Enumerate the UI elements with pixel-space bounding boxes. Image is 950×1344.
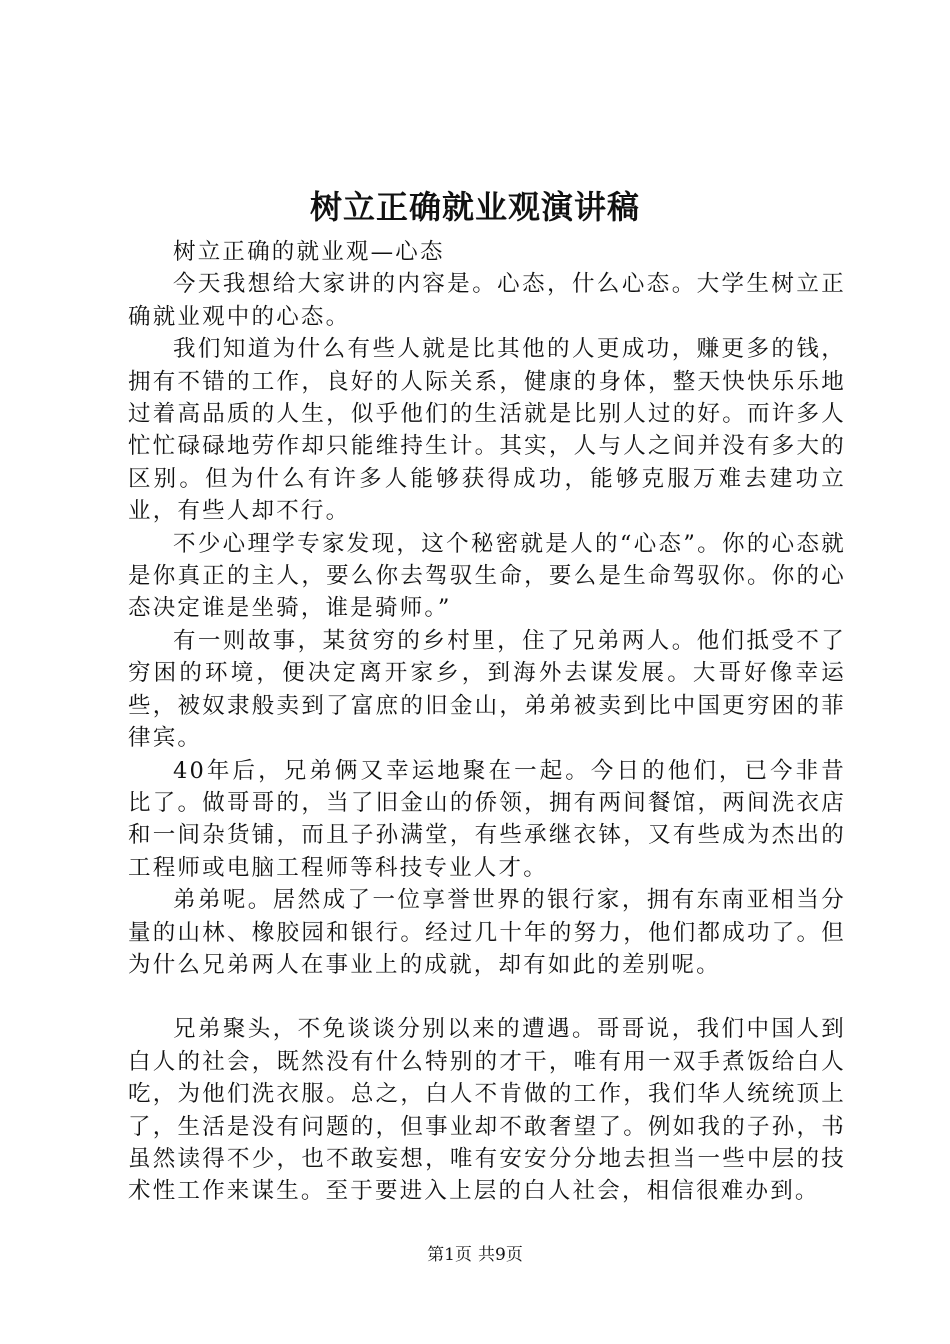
paragraph-forty-years: 40年后，兄弟俩又幸运地聚在一起。今日的他们，已今非昔比了。做哥哥的，当了旧金山的侨领，拥有两间餐馆，两间洗衣店和一间杂货铺，而且子孙满堂，有些承继衣钵，又有些成为杰出的工程师或电脑工程师等科技专业人才。	[128, 757, 846, 881]
page-total: 共9页	[478, 1245, 523, 1265]
paragraph-mindset: 不少心理学专家发现，这个秘密就是人的“心态”。你的心态就是你真正的主人，要么你去驾驭生命，要么是生命驾驭你。你的心态决定谁是坐骑，谁是骑师。”	[128, 530, 846, 622]
paragraph-younger-brother: 弟弟呢。居然成了一位享誉世界的银行家，拥有东南亚相当分量的山林、橡胶园和银行。经过几十年的努力，他们都成功了。但为什么兄弟两人在事业上的成就，却有如此的差别呢。	[128, 887, 846, 978]
document-body	[128, 236, 846, 1208]
paragraph-intro: 今天我想给大家讲的内容是。心态，什么心态。大学生树立正确就业观中的心态。	[128, 271, 846, 330]
document-title: 树立正确就业观演讲稿	[309, 188, 640, 226]
paragraph-subtitle: 树立正确的就业观—心态	[173, 239, 445, 265]
page-number: 第1页	[427, 1245, 472, 1265]
paragraph-spacer	[128, 981, 846, 1013]
paragraph-reunion: 兄弟聚头，不免谈谈分别以来的遭遇。哥哥说，我们中国人到白人的社会，既然没有什么特别的才干，唯有用一双手煮饭给白人吃，为他们洗衣服。总之，白人不肯做的工作，我们华人统统顶上了，生活是没有问题的，但事业却不敢奢望了。例如我的子孙，书虽然读得不少，也不敢妄想，唯有安安分分地去担当一些中层的技术性工作来谋生。至于要进入上层的白人社会，相信很难办到。	[128, 1016, 846, 1205]
page-footer	[0, 1244, 950, 1266]
paragraph-story: 有一则故事，某贫穷的乡村里，住了兄弟两人。他们抵受不了穷困的环境，便决定离开家乡，到海外去谋发展。大哥好像幸运些，被奴隶般卖到了富庶的旧金山，弟弟被卖到比中国更穷困的菲律宾。	[128, 627, 846, 752]
paragraph-success: 我们知道为什么有些人就是比其他的人更成功，赚更多的钱，拥有不错的工作，良好的人际关系，健康的身体，整天快快乐乐地过着高品质的人生，似乎他们的生活就是比别人过的好。而许多人忙忙碌碌地劳作却只能维持生计。其实，人与人之间并没有多大的区别。但为什么有许多人能够获得成功，能够克服万难去建功立业，有些人却不行。	[128, 336, 846, 525]
